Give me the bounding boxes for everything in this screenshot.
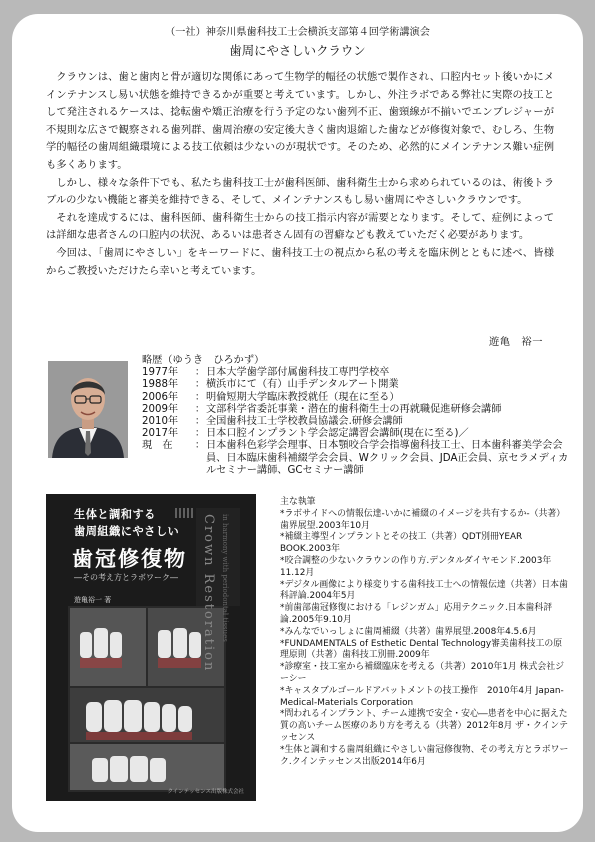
bio-entry [142, 392, 572, 404]
bio-entry [142, 416, 572, 428]
publication-item: *FUNDAMENTALS of Esthetic Dental Technology審美歯科技工の原理原則（共著）歯科技工別冊.2009年 [280, 638, 563, 661]
page-card [12, 14, 583, 832]
publication-item: *補綴主導型インプラントとその技工（共著）QDT別冊YEAR BOOK.2003年 [280, 532, 523, 555]
bio-separator: ： [194, 379, 206, 391]
bio-entry [142, 367, 572, 379]
biography [142, 355, 572, 477]
book-cover [46, 494, 256, 801]
bio-entry [142, 379, 572, 391]
bio-separator: ： [194, 367, 206, 379]
bio-year: 1988年 [142, 379, 179, 391]
bio-entry [142, 428, 572, 440]
bio-text: 日本大学歯学部付属歯科技工専門学校卒 [206, 367, 390, 379]
book-title-line2: 歯周組織にやさしい [74, 525, 180, 538]
bio-year: 現 在 [142, 440, 173, 452]
publications [280, 497, 570, 768]
bio-separator: ： [194, 391, 206, 403]
bio-year: 2017年 [142, 428, 179, 440]
bio-separator: ： [194, 428, 206, 440]
portrait-icon [48, 361, 128, 458]
bio-separator: ： [194, 403, 206, 415]
bio-entry [142, 404, 572, 416]
abstract-paragraph: それを達成するには、歯科医師、歯科衛生士からの技工指示内容が需要となります。そして、症例によっては詳細な患者さんの口腔内の状況、あるいは患者さん固有の習癖なども教えていただく必要があります。 [46, 211, 554, 242]
publication-item: *みんなでいっしょに歯周補綴（共著）歯界展望.2008年4.5.6月 [280, 626, 537, 637]
biography-heading: 略歴（ゆうき ひろかず） [142, 355, 265, 366]
event-organizer: （一社）神奈川県歯科技工士会横浜支部第４回学術講演会 [165, 27, 430, 38]
publication-item: *生体と調和する歯周組織にやさしい歯冠修復物、その考え方とラボワーク.クインテッセンス出版2014年6月 [280, 744, 569, 767]
abstract-paragraph: しかし、様々な条件下でも、私たち歯科技工士が歯科医師、歯科衛生士から求められているのは、術後トラブルの少ない機能と審美を維持できる、そして、メインテナンスもし易い歯周にやさしいクラウンです。 [46, 176, 554, 207]
bio-separator: ： [194, 416, 206, 428]
book-publisher: クインテッセンス出版株式会社 [167, 789, 244, 795]
publication-item: *前歯部歯冠修復における「レジンガム」応用テクニック.日本歯科評論.2005年9.10月 [280, 603, 553, 625]
bio-year: 2010年 [142, 416, 179, 428]
bio-text: 全国歯科技工士学校教員協議会.研修会講師 [206, 416, 403, 428]
publication-item: *ラボサイドへの情報伝達-いかに補綴のイメージを共有するか-（共著）歯界展望.2003年10月 [280, 508, 566, 531]
book-english-subtitle: in harmony with periodontal tissues [221, 514, 229, 642]
bio-separator: ： [194, 440, 206, 452]
bio-year: 1977年 [142, 367, 179, 379]
publication-item: *診療室・技工室から補綴臨床を考える（共著）2010年1月 株式会社ジーシー [280, 662, 564, 684]
publication-item: *問われるインプラント、チーム連携で安全・安心―患者を中心に据えた質の高いチーム医療のあり方を考える（共著）2012年8月 ザ・クインテッセンス [280, 709, 568, 743]
author-photo [48, 361, 128, 458]
bio-text: 文部科学省委託事業・潜在的歯科衛生士の再就職促進研修会講師 [206, 403, 502, 415]
bio-entry [142, 440, 572, 477]
publication-item: *デジタル画像により様変りする歯科技工士への情報伝達（共著）日本歯科評論.2004年5月 [280, 579, 568, 602]
abstract [46, 69, 554, 280]
book-title-line1: 生体と調和する [74, 508, 156, 521]
author-name: 遊亀 裕一 [489, 336, 543, 348]
abstract-paragraph: クラウンは、歯と歯肉と骨が適切な関係にあって生物学的幅径の状態で製作され、口腔内セット後いかにメインテナンスし易い状態を維持できるかが重要と考えています。しかし、外注ラボである弊社に実際の技工として発注されるケースは、捻転歯や矯正治療を行う予定のない歯列不正、歯頸線が不揃いでエンブレジャーが不規則な広さで観察される歯列群、歯周治療の安定後大きく歯肉退縮した歯などが修復対象で、むしろ、生物学的幅径の歯周組織環境による技工依頼は少ないのが現状です。そのため、必然的にメインテナンス難い症例も多くあります。 [46, 71, 554, 171]
bio-year: 2006年 [142, 391, 179, 403]
publications-heading: 主な執筆 [280, 497, 316, 507]
publication-item: *キャスタブルゴールドアバットメントの技工操作 2010年4月 Japan-Medical-Materials Corporation [280, 685, 564, 708]
bio-year: 2009年 [142, 403, 179, 415]
book-subtitle: ―その考え方とラボワーク― [74, 573, 178, 582]
bio-text: 日本歯科色彩学会理事、日本顎咬合学会指導歯科技工士、日本歯科審美学会会員、日本臨床歯科補綴学会会員、Wクリック会員、JDA正会員、京セラメディカルセミナー講師、GCセミナー講師 [206, 440, 569, 476]
bio-text: 日本口腔インプラント学会認定講習会講師(現在に至る)／ [206, 428, 469, 440]
bio-text: 明倫短期大学臨床教授就任（現在に至る） [206, 391, 400, 403]
bio-text: 横浜市にて（有）山手デンタルアート開業 [206, 379, 399, 391]
lecture-title: 歯周にやさしいクラウン [229, 43, 366, 58]
book-author: 遊亀裕一 著 [74, 596, 112, 604]
publication-item: *咬合調整の少ないクラウンの作り方.デンタルダイヤモンド.2003年11.12月 [280, 555, 552, 578]
abstract-paragraph: 今回は、「歯周にやさしい」をキーワードに、歯科技工士の視点から私の考えを臨床例とともに述べ、皆様からご教授いただけたら幸いと考えています。 [46, 246, 554, 277]
book-english-title: Crown Restoration [201, 514, 216, 673]
book-main-title: 歯冠修復物 [72, 547, 187, 571]
